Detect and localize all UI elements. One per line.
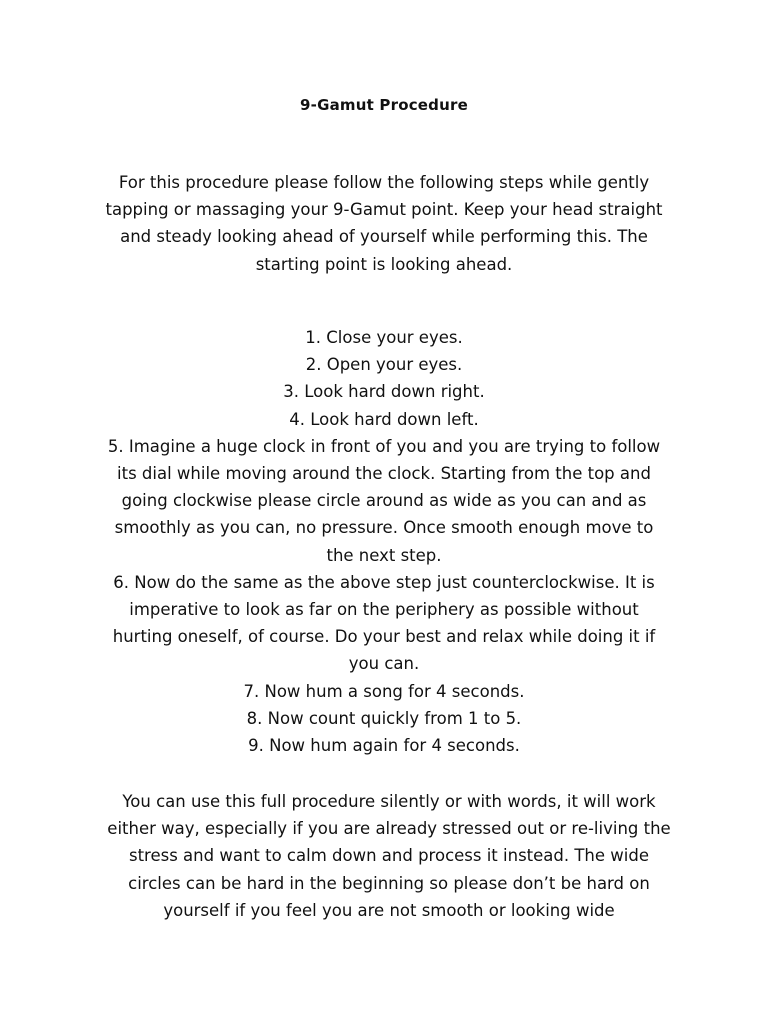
outro-paragraph: You can use this full procedure silently or with words, it will work either way, especially if you are already stressed out or re-living the stress and want to calm down and process it instead. The wide circles can be hard in the beginning so please don’t be hard on yourself if you feel you are not smooth or looking wide bbox=[107, 792, 671, 920]
document-title: 9-Gamut Procedure bbox=[300, 96, 468, 114]
step-item: 1. Close your eyes. bbox=[305, 328, 463, 347]
step-item: 6. Now do the same as the above step just counterclockwise. It is imperative to look as far on the periphery as possible without hurting oneself, of course. Do your best and relax while doing it if you can. bbox=[112, 572, 656, 674]
steps-list bbox=[0, 324, 768, 759]
step-item: 9. Now hum again for 4 seconds. bbox=[248, 736, 520, 756]
step-item: 5. Imagine a huge clock in front of you and you are trying to follow its dial while moving around the clock. Starting from the top and going clockwise please circle around as wide as you can and as smoothly as you can, no pressure. Once smooth enough move to the next step. bbox=[107, 436, 661, 565]
step-item: 3. Look hard down right. bbox=[283, 382, 485, 402]
step-item: 8. Now count quickly from 1 to 5. bbox=[246, 708, 522, 728]
intro-paragraph: For this procedure please follow the following steps while gently tapping or massaging your 9-Gamut point. Keep your head straight and steady looking ahead of yourself while performing this. The starting point is looking ahead. bbox=[105, 173, 663, 274]
step-item: 2. Open your eyes. bbox=[305, 355, 463, 375]
step-item: 7. Now hum a song for 4 seconds. bbox=[243, 681, 525, 701]
step-item: 4. Look hard down left. bbox=[289, 409, 479, 429]
